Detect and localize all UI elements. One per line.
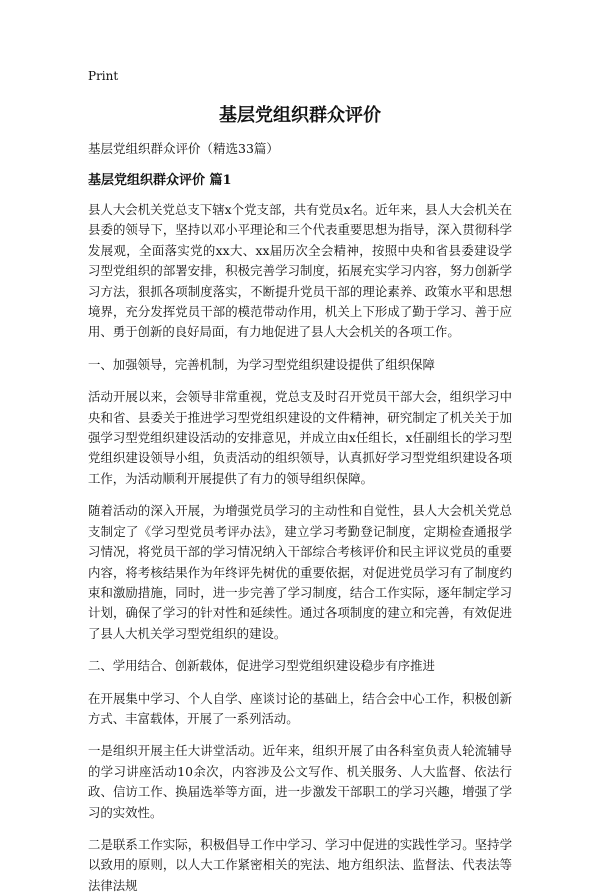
section-heading: 基层党组织群众评价 篇1 xyxy=(88,173,232,188)
paragraph-heading-2: 二、学用结合、创新载体，促进学习型党组织建设稳步有序推进 xyxy=(88,658,435,674)
paragraph-organization: 活动开展以来，会领导非常重视，党总支及时召开党员干部大会，组织学习中央和省、县委关于推进学习型党组织建设的文件精神，研究制定了机关关于加强学习型党组织建设活动的安排意见，并成立由x任组长，x任副组长的学习型党组织建设领导小组，负责活动的组织领导，认真抓好学习型党组织建设各项工作，为活动顺利开展提供了有力的领导组织保障。 xyxy=(88,389,512,486)
document-subtitle: 基层党组织群众评价（精选33篇） xyxy=(88,141,279,156)
paragraph-heading-1: 一、加强领导，完善机制，为学习型党组织建设提供了组织保障 xyxy=(88,356,435,372)
document-title: 基层党组织群众评价 xyxy=(219,105,381,126)
paragraph-activities: 在开展集中学习、个人自学、座谈讨论的基础上，结合会中心工作，积极创新方式、丰富载体，开展了一系列活动。 xyxy=(88,690,512,726)
paragraph-lecture: 一是组织开展主任大讲堂活动。近年来，组织开展了由各科室负责人轮流辅导的学习讲座活动10余次，内容涉及公文写作、机关服务、人大监督、依法行政、信访工作、换届选举等方面，进一步激发干部职工的学习兴趣，增强了学习的实效性。 xyxy=(88,743,512,820)
paragraph-practice: 二是联系工作实际，积极倡导工作中学习、学习中促进的实践性学习。坚持学以致用的原则，以人大工作紧密相关的宪法、地方组织法、监督法、代表法等法律法规 xyxy=(88,836,512,893)
paragraph-intro: 县人大会机关党总支下辖x个党支部，共有党员x名。近年来，县人大会机关在县委的领导下，坚持以邓小平理论和三个代表重要思想为指导，深入贯彻科学发展观，全面落实党的xx大、xx届历次全会精神，按照中央和省县委建设学习型党组织的部署安排，积极完善学习制度，拓展充实学习内容，努力创新学习方法，狠抓各项制度落实，不断提升党员干部的理论素养、政策水平和思想境界，充分发挥党员干部的模范带动作用，机关上下形成了勤于学习、善于应用、勇于创新的良好局面，有力地促进了县人大会机关的各项工作。 xyxy=(88,202,512,340)
paragraph-system: 随着活动的深入开展，为增强党员学习的主动性和自觉性，县人大会机关党总支制定了《学习型党员考评办法》，建立学习考勤登记制度，定期检查通报学习情况，将党员干部的学习情况纳入干部综合考核评价和民主评议党员的重要内容，将考核结果作为年终评先树优的重要依据，对促进党员学习有了制度约束和激励措施，同时，进一步完善了学习制度，结合工作实际，逐年制定学习计划，确保了学习的针对性和延续性。通过各项制度的建立和完善，有效促进了县人大机关学习型党组织的建设。 xyxy=(88,503,512,641)
print-label[interactable]: Print xyxy=(88,69,119,83)
